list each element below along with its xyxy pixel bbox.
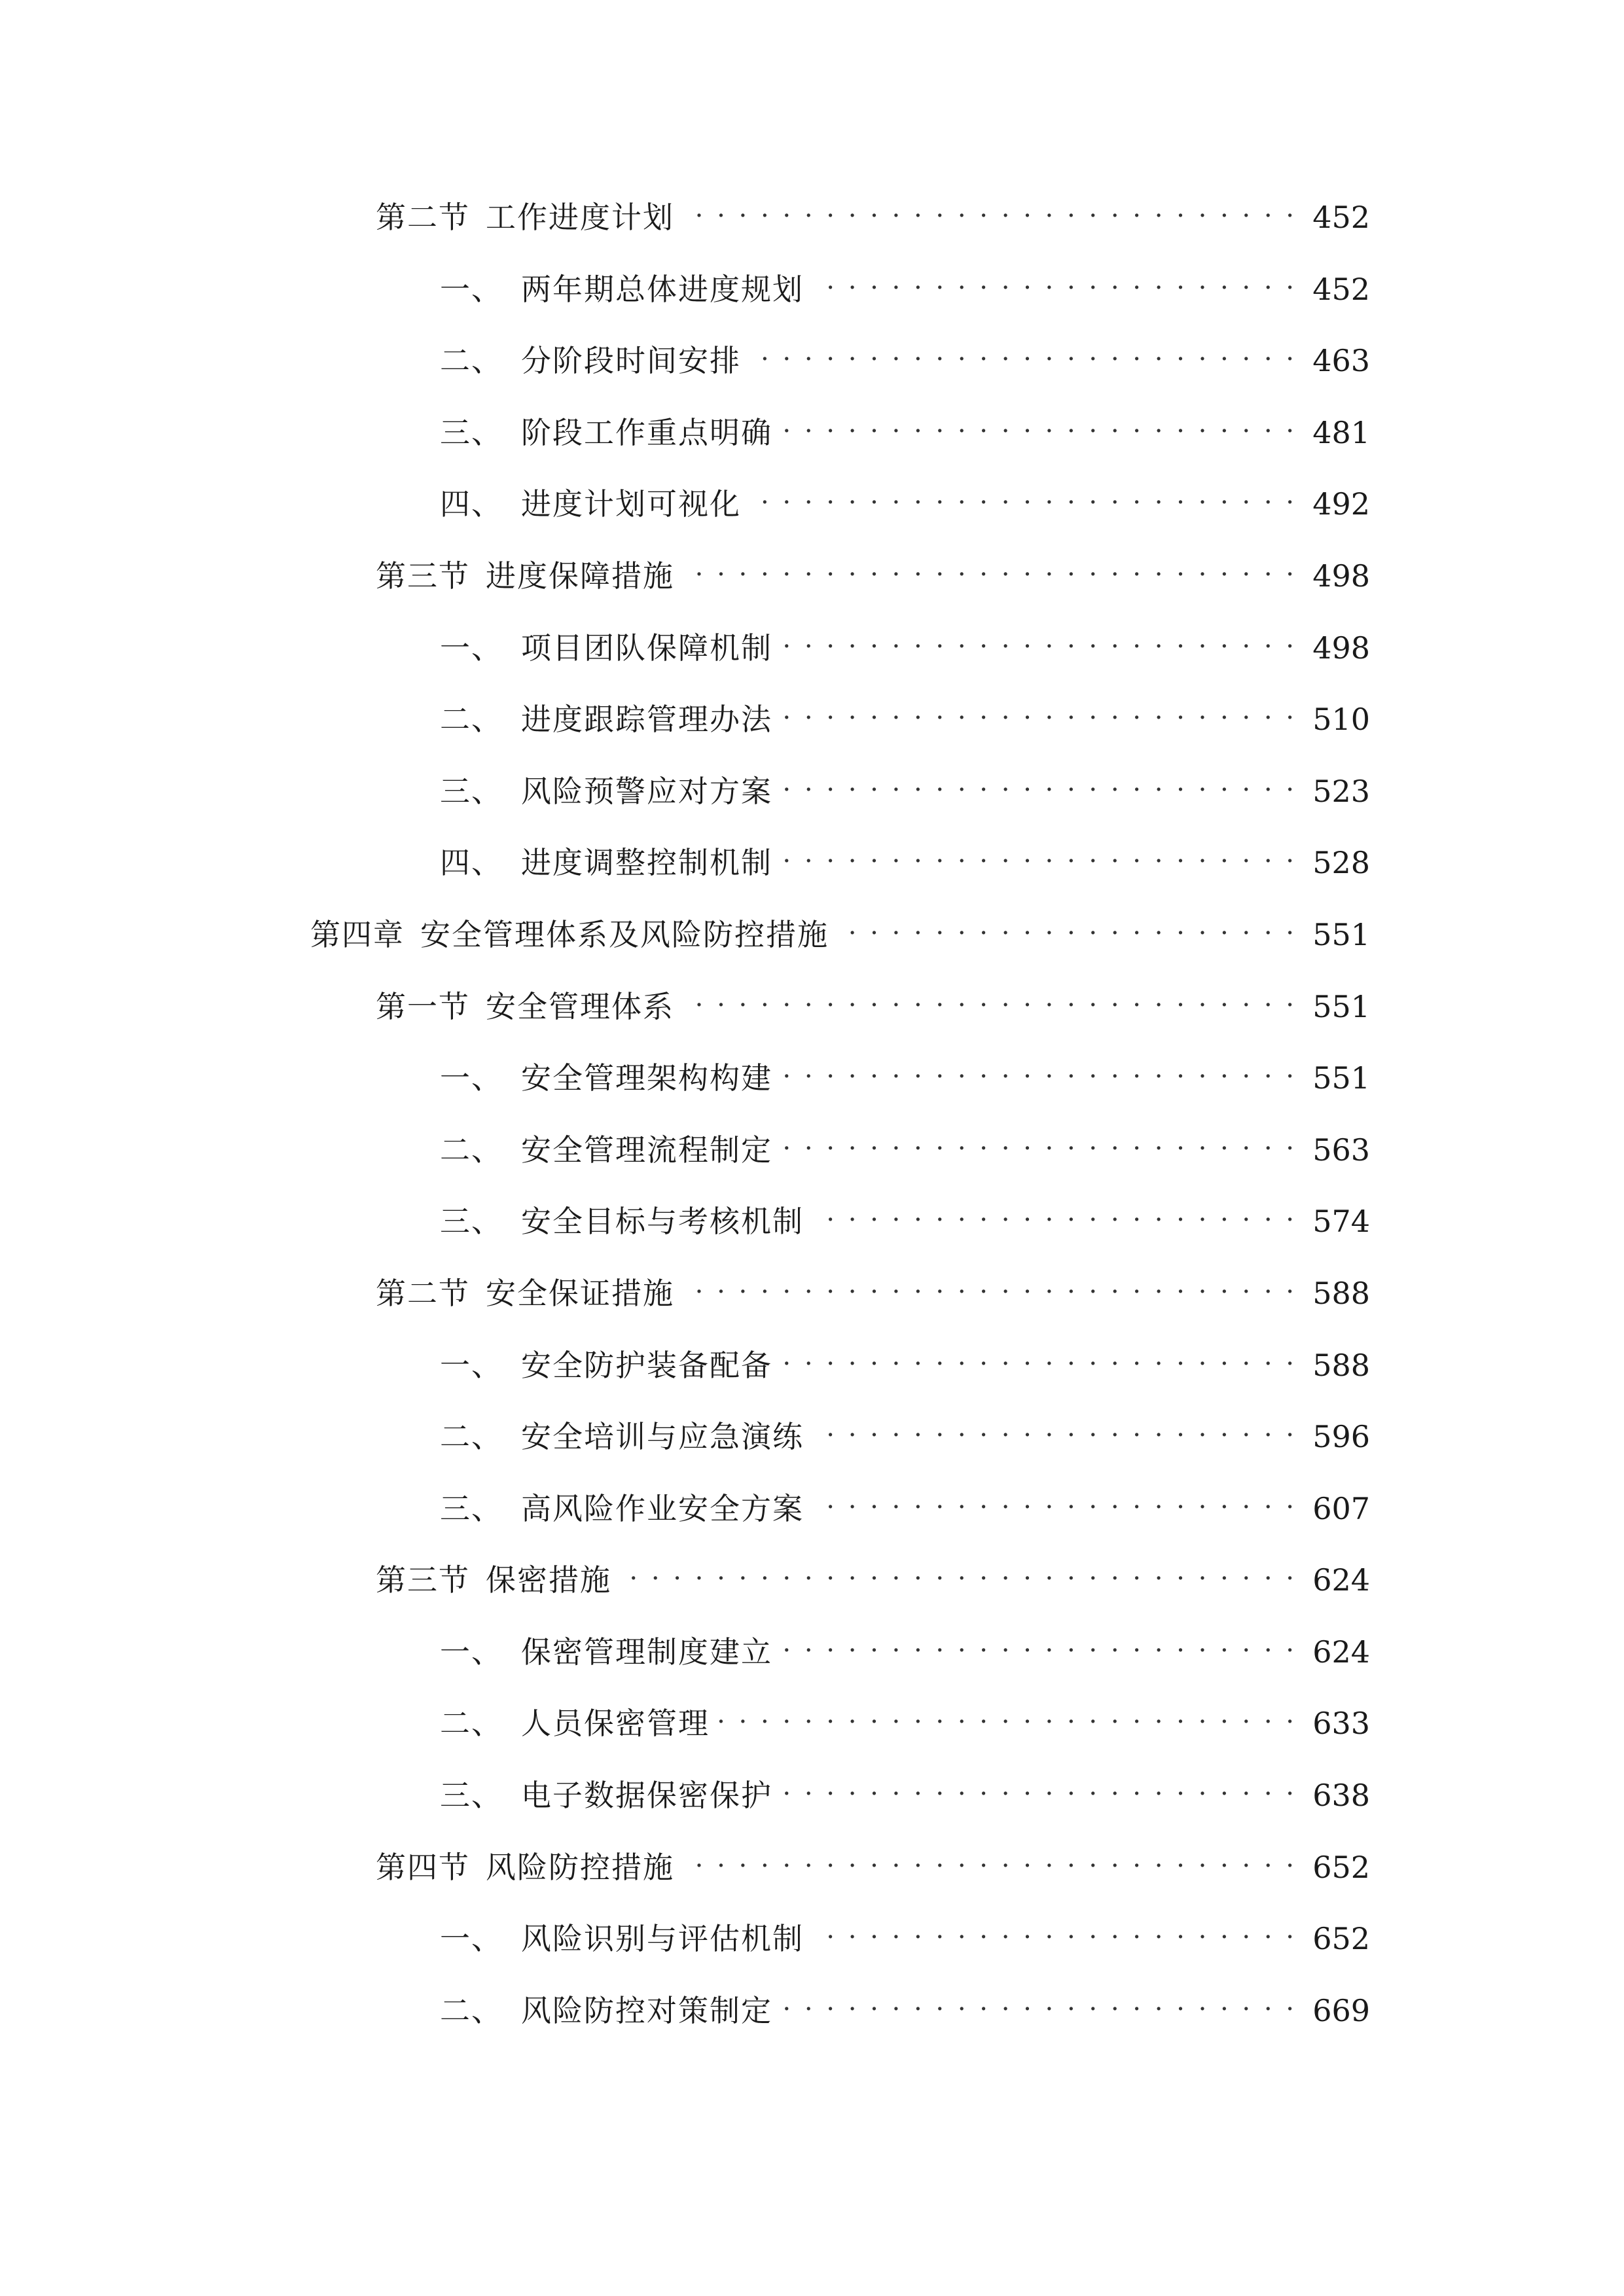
toc-entry-marker: 第三节 [376, 558, 470, 594]
toc-entry[interactable] [0, 1480, 1624, 1552]
toc-entry-page-number: 551 [1312, 1060, 1370, 1096]
toc-entry[interactable] [0, 1695, 1624, 1767]
toc-entry-title: 风险识别与评估机制 [521, 1921, 804, 1957]
toc-entry-page-number: 452 [1312, 271, 1370, 307]
toc-entry-page-number: 510 [1312, 702, 1370, 738]
toc-entry-title: 工作进度计划 [486, 200, 674, 235]
toc-entry-title: 安全管理流程制定 [521, 1132, 772, 1168]
toc-entry-marker: 一、 [440, 271, 503, 307]
toc-entry-title: 进度计划可视化 [521, 486, 741, 522]
toc-entry[interactable] [0, 1336, 1624, 1408]
toc-entry[interactable] [0, 1623, 1624, 1695]
toc-entry-marker: 二、 [440, 343, 503, 379]
toc-entry[interactable] [0, 1910, 1624, 1982]
toc-entry-page-number: 624 [1312, 1634, 1370, 1670]
toc-entry[interactable] [0, 1049, 1624, 1121]
dot-leader [779, 1623, 1297, 1662]
toc-entry-marker: 第二节 [376, 200, 470, 235]
toc-entry-marker: 第四章 [310, 916, 405, 952]
dot-leader [779, 762, 1297, 802]
toc-entry-marker: 四、 [440, 845, 503, 881]
toc-entry[interactable] [0, 188, 1624, 260]
toc-entry[interactable] [0, 978, 1624, 1050]
dot-leader [779, 834, 1297, 873]
toc-entry-marker: 三、 [440, 1778, 503, 1814]
dot-leader [779, 1767, 1297, 1806]
toc-entry-page-number: 624 [1312, 1562, 1370, 1598]
toc-entry-marker: 一、 [440, 1347, 503, 1383]
toc-entry-page-number: 498 [1312, 630, 1370, 666]
toc-entry-title: 分阶段时间安排 [521, 343, 741, 379]
toc-entry-title: 安全保证措施 [486, 1275, 674, 1311]
toc-entry[interactable] [0, 1767, 1624, 1839]
table-of-contents [0, 188, 1624, 2053]
toc-entry-marker: 一、 [440, 1921, 503, 1957]
toc-entry-marker: 三、 [440, 414, 503, 450]
toc-entry-marker: 三、 [440, 1204, 503, 1240]
toc-entry-page-number: 633 [1312, 1706, 1370, 1742]
toc-entry[interactable] [0, 834, 1624, 906]
dot-leader [779, 691, 1297, 730]
toc-entry[interactable] [0, 1193, 1624, 1265]
toc-entry-title: 安全防护装备配备 [521, 1347, 772, 1383]
toc-entry-title: 两年期总体进度规划 [521, 271, 804, 307]
dot-leader [748, 475, 1297, 514]
toc-entry-page-number: 588 [1312, 1347, 1370, 1383]
toc-entry[interactable] [0, 332, 1624, 404]
dot-leader [681, 547, 1297, 586]
toc-entry-title: 阶段工作重点明确 [521, 414, 772, 450]
toc-entry-title: 安全管理体系 [486, 988, 674, 1024]
toc-entry-title: 项目团队保障机制 [521, 630, 772, 666]
toc-entry-marker: 第一节 [376, 988, 470, 1024]
toc-entry-page-number: 551 [1312, 916, 1370, 952]
toc-entry-title: 进度跟踪管理办法 [521, 702, 772, 738]
toc-entry-marker: 一、 [440, 1634, 503, 1670]
dot-leader [810, 1408, 1297, 1447]
toc-entry[interactable] [0, 1839, 1624, 1910]
dot-leader [716, 1695, 1297, 1734]
dot-leader [779, 1049, 1297, 1088]
toc-entry-title: 电子数据保密保护 [521, 1778, 772, 1814]
toc-entry-page-number: 652 [1312, 1849, 1370, 1885]
toc-entry-page-number: 596 [1312, 1419, 1370, 1455]
toc-entry[interactable] [0, 691, 1624, 762]
toc-entry-marker: 第三节 [376, 1562, 470, 1598]
toc-entry-page-number: 481 [1312, 414, 1370, 450]
dot-leader [835, 906, 1297, 945]
toc-entry-page-number: 652 [1312, 1921, 1370, 1957]
toc-entry-page-number: 463 [1312, 343, 1370, 379]
toc-entry[interactable] [0, 547, 1624, 619]
toc-entry-page-number: 574 [1312, 1204, 1370, 1240]
dot-leader [681, 1265, 1297, 1304]
toc-entry-title: 进度调整控制机制 [521, 845, 772, 881]
toc-entry[interactable] [0, 475, 1624, 547]
dot-leader [810, 260, 1297, 300]
dot-leader [618, 1551, 1297, 1590]
toc-entry-page-number: 492 [1312, 486, 1370, 522]
toc-entry-title: 高风险作业安全方案 [521, 1490, 804, 1526]
toc-entry[interactable] [0, 1982, 1624, 2054]
dot-leader [810, 1193, 1297, 1232]
toc-entry[interactable] [0, 762, 1624, 834]
toc-entry-marker: 第四节 [376, 1849, 470, 1885]
toc-entry-page-number: 551 [1312, 988, 1370, 1024]
toc-entry-page-number: 523 [1312, 773, 1370, 809]
toc-entry-title: 人员保密管理 [521, 1706, 710, 1742]
dot-leader [779, 1121, 1297, 1160]
toc-entry-page-number: 669 [1312, 1992, 1370, 2028]
toc-entry-title: 风险防控对策制定 [521, 1992, 772, 2028]
toc-entry-marker: 二、 [440, 1992, 503, 2028]
toc-entry[interactable] [0, 1265, 1624, 1336]
toc-entry-marker: 四、 [440, 486, 503, 522]
toc-entry-title: 安全管理体系及风险防控措施 [420, 916, 829, 952]
toc-entry[interactable] [0, 1408, 1624, 1480]
toc-entry-page-number: 588 [1312, 1275, 1370, 1311]
toc-entry-page-number: 638 [1312, 1778, 1370, 1814]
dot-leader [779, 1982, 1297, 2021]
dot-leader [779, 619, 1297, 658]
toc-entry-title: 安全目标与考核机制 [521, 1204, 804, 1240]
toc-entry-title: 保密管理制度建立 [521, 1634, 772, 1670]
toc-entry-title: 保密措施 [486, 1562, 611, 1598]
toc-entry-marker: 二、 [440, 1132, 503, 1168]
dot-leader [779, 1336, 1297, 1376]
toc-entry-page-number: 498 [1312, 558, 1370, 594]
toc-entry-marker: 二、 [440, 1706, 503, 1742]
toc-entry-page-number: 528 [1312, 845, 1370, 881]
dot-leader [779, 404, 1297, 443]
toc-entry-title: 安全培训与应急演练 [521, 1419, 804, 1455]
toc-entry[interactable] [0, 1121, 1624, 1193]
toc-entry-title: 进度保障措施 [486, 558, 674, 594]
dot-leader [681, 188, 1297, 228]
dot-leader [810, 1910, 1297, 1949]
toc-entry-marker: 第二节 [376, 1275, 470, 1311]
toc-entry-title: 风险防控措施 [486, 1849, 674, 1885]
dot-leader [681, 1839, 1297, 1878]
dot-leader [681, 978, 1297, 1017]
toc-entry-marker: 三、 [440, 1490, 503, 1526]
toc-entry-marker: 三、 [440, 773, 503, 809]
dot-leader [810, 1480, 1297, 1519]
toc-entry-page-number: 607 [1312, 1490, 1370, 1526]
toc-entry[interactable] [0, 619, 1624, 691]
toc-entry[interactable] [0, 404, 1624, 476]
toc-entry-title: 风险预警应对方案 [521, 773, 772, 809]
toc-entry-marker: 一、 [440, 1060, 503, 1096]
toc-entry-marker: 二、 [440, 702, 503, 738]
toc-entry-title: 安全管理架构构建 [521, 1060, 772, 1096]
toc-entry-page-number: 452 [1312, 200, 1370, 235]
toc-entry[interactable] [0, 906, 1624, 978]
toc-entry-marker: 一、 [440, 630, 503, 666]
toc-entry-marker: 二、 [440, 1419, 503, 1455]
toc-entry[interactable] [0, 1551, 1624, 1623]
dot-leader [748, 332, 1297, 371]
toc-entry-page-number: 563 [1312, 1132, 1370, 1168]
toc-entry[interactable] [0, 260, 1624, 332]
